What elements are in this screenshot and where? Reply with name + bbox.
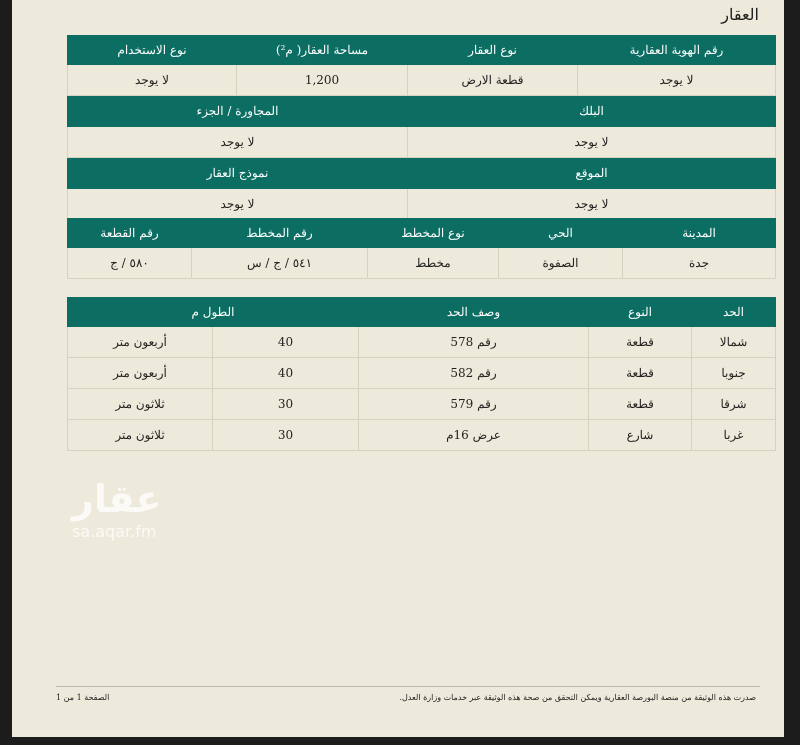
value-plan-number: ٥٤١ / ج / س — [192, 248, 368, 279]
boundary-side: غربا — [692, 420, 776, 451]
boundary-length: 40 — [213, 358, 359, 389]
boundaries-table — [67, 297, 776, 451]
table-row — [68, 327, 776, 358]
header-neighborhood-part: المجاورة / الجزء — [68, 96, 408, 127]
property-table — [67, 35, 776, 220]
value-property-model: لا يوجد — [68, 189, 408, 220]
header-property-type: نوع العقار — [408, 36, 578, 65]
boundary-side: شمالا — [692, 327, 776, 358]
boundary-length-text: أربعون متر — [68, 358, 213, 389]
header-plan-number: رقم المخطط — [192, 219, 368, 248]
value-plot-number: ٥٨٠ / ج — [68, 248, 192, 279]
footer-divider — [56, 686, 760, 687]
boundary-description: رقم 579 — [359, 389, 589, 420]
boundary-description: عرض 16م — [359, 420, 589, 451]
value-block: لا يوجد — [408, 127, 776, 158]
header-boundary: الحد — [692, 298, 776, 327]
boundary-type: قطعة — [589, 358, 692, 389]
value-location: لا يوجد — [408, 189, 776, 220]
boundary-side: جنوبا — [692, 358, 776, 389]
watermark-logo: عقار — [72, 477, 162, 521]
header-property-model: نموذج العقار — [68, 158, 408, 189]
boundary-type: قطعة — [589, 327, 692, 358]
value-neighborhood-part: لا يوجد — [68, 127, 408, 158]
header-district: الحي — [499, 219, 623, 248]
table-row — [68, 389, 776, 420]
watermark — [72, 477, 162, 541]
boundary-length-text: أربعون متر — [68, 327, 213, 358]
boundary-length: 40 — [213, 327, 359, 358]
value-property-type: قطعة الارض — [408, 65, 578, 96]
location-table — [67, 218, 776, 279]
boundary-length-text: ثلاثون متر — [68, 420, 213, 451]
table-row — [68, 358, 776, 389]
value-property-id: لا يوجد — [578, 65, 776, 96]
header-usage-type: نوع الاستخدام — [68, 36, 237, 65]
boundary-length: 30 — [213, 420, 359, 451]
boundary-type: قطعة — [589, 389, 692, 420]
header-city: المدينة — [623, 219, 776, 248]
watermark-url: sa.aqar.fm — [72, 522, 157, 541]
header-property-id: رقم الهوية العقارية — [578, 36, 776, 65]
value-district: الصفوة — [499, 248, 623, 279]
table-row — [68, 420, 776, 451]
header-area: مساحة العقار( م²) — [237, 36, 408, 65]
header-description: وصف الحد — [359, 298, 589, 327]
header-block: البلك — [408, 96, 776, 127]
value-area: 1,200 — [237, 65, 408, 96]
section-title: العقار — [721, 5, 759, 24]
header-plot-number: رقم القطعة — [68, 219, 192, 248]
boundary-length: 30 — [213, 389, 359, 420]
boundary-side: شرقا — [692, 389, 776, 420]
boundary-description: رقم 582 — [359, 358, 589, 389]
document-page — [12, 0, 784, 737]
header-length: الطول م — [68, 298, 359, 327]
value-usage-type: لا يوجد — [68, 65, 237, 96]
footer-note: صدرت هذه الوثيقة من منصة البورصة العقارية ويمكن التحقق من صحة هذه الوثيقة عبر خدمات وزارة العدل. — [399, 693, 756, 702]
boundary-description: رقم 578 — [359, 327, 589, 358]
header-plan-type: نوع المخطط — [368, 219, 499, 248]
boundary-length-text: ثلاثون متر — [68, 389, 213, 420]
page-number: الصفحة 1 من 1 — [56, 693, 110, 702]
header-location: الموقع — [408, 158, 776, 189]
boundary-type: شارع — [589, 420, 692, 451]
value-plan-type: مخطط — [368, 248, 499, 279]
header-type: النوع — [589, 298, 692, 327]
value-city: جدة — [623, 248, 776, 279]
